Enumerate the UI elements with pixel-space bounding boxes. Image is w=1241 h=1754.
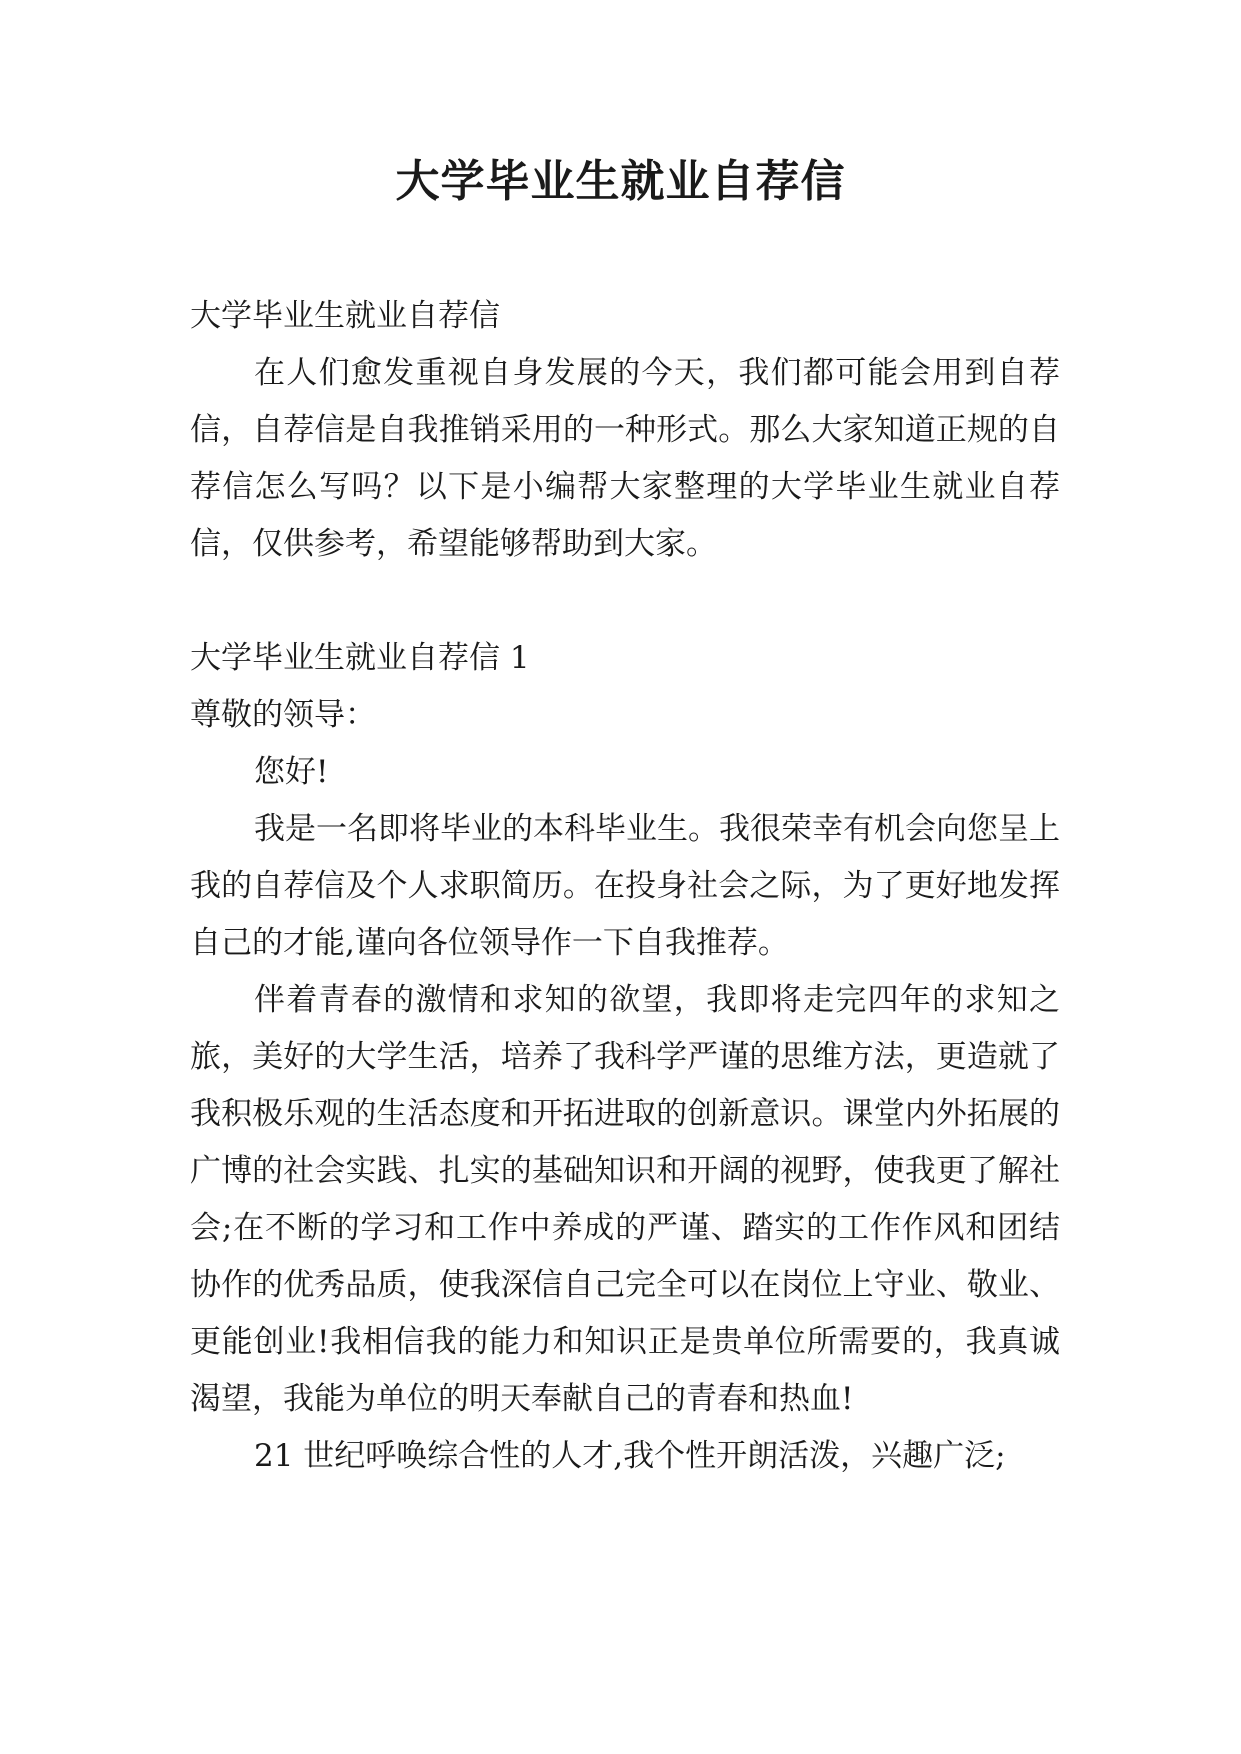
letter-paragraph: 我是一名即将毕业的本科毕业生。我很荣幸有机会向您呈上我的自荐信及个人求职简历。在投身社会之际，为了更好地发挥自己的才能,谨向各位领导作一下自我推荐。	[190, 811, 1060, 961]
letter-heading: 大学毕业生就业自荐信 1	[190, 640, 530, 676]
letter-greeting: 您好!	[254, 754, 329, 790]
page-title: 大学毕业生就业自荐信	[395, 156, 846, 207]
letter-paragraph: 伴着青春的激情和求知的欲望，我即将走完四年的求知之旅，美好的大学生活，培养了我科学严谨的思维方法，更造就了我积极乐观的生活态度和开拓进取的创新意识。课堂内外拓展的广博的社会实践、扎实的基础知识和开阔的视野，使我更了解社会;在不断的学习和工作中养成的严谨、踏实的工作作风和团结协作的优秀品质，使我深信自己完全可以在岗位上守业、敬业、更能创业!我相信我的能力和知识正是贵单位所需要的，我真诚渴望，我能为单位的明天奉献自己的青春和热血!	[190, 982, 1060, 1417]
letter-salutation: 尊敬的领导：	[190, 697, 376, 733]
section-spacer	[190, 573, 1060, 630]
document-body	[190, 288, 1060, 1485]
intro-paragraph: 在人们愈发重视自身发展的今天，我们都可能会用到自荐信，自荐信是自我推销采用的一种形式。那么大家知道正规的自荐信怎么写吗？以下是小编帮大家整理的大学毕业生就业自荐信，仅供参考，希望能够帮助到大家。	[190, 355, 1060, 562]
document-subtitle: 大学毕业生就业自荐信	[190, 298, 500, 334]
letter-paragraph: 21 世纪呼唤综合性的人才,我个性开朗活泼，兴趣广泛;	[254, 1438, 1006, 1474]
